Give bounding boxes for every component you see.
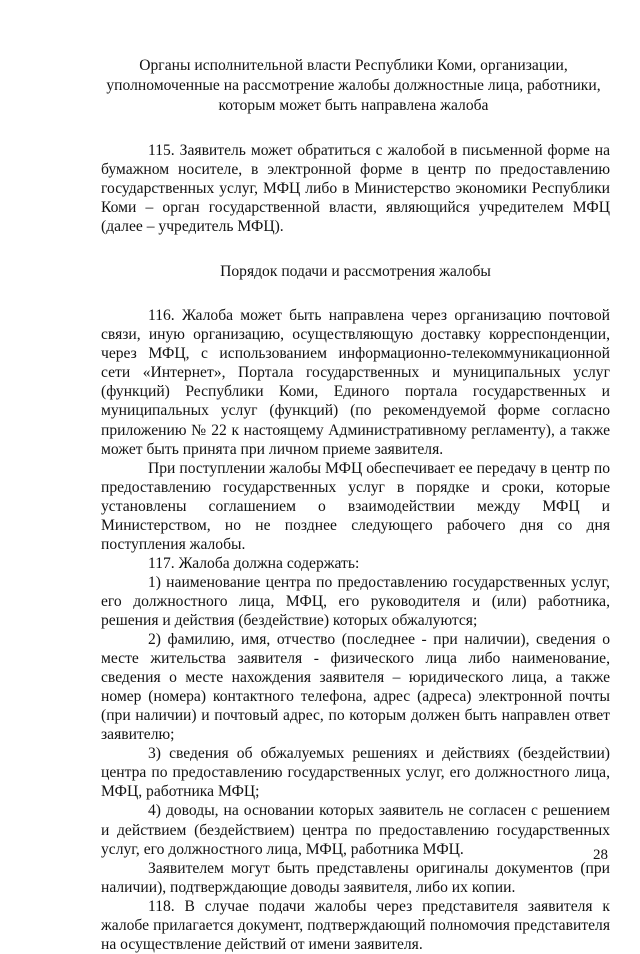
paragraph-117-originals: Заявителем могут быть представлены оригиналы документов (при наличии), подтверждающие доводы заявителя, либо их копии.: [101, 859, 610, 896]
section-heading-line-3: которым может быть направлена жалоба: [218, 97, 489, 114]
subheading-complaint-procedure: Порядок подачи и рассмотрения жалобы: [220, 263, 491, 281]
page-number: 28: [593, 847, 608, 863]
paragraph-116: 116. Жалоба может быть направлена через организацию почтовой связи, иную организацию, осуществляющую доставку корреспонденции, через МФЦ, с использованием информационно-телекоммуникационной сети «Интернет», Портала государственных и муниципальных услуг (функций) Республики Коми, Единого портала государственных и муниципальных услуг (функций) (по рекомендуемой форме согласно приложению № 22 к настоящему Административному регламенту), а также может быть принята при личном приеме заявителя.: [101, 307, 610, 458]
section-heading-line-2: уполномоченные на рассмотрение жалобы должностные лица, работники,: [106, 77, 601, 94]
section-heading-line-1: Органы исполнительной власти Республики Коми, организации,: [139, 57, 568, 74]
paragraph-117-item-2: 2) фамилию, имя, отчество (последнее - при наличии), сведения о месте жительства заявителя - физического лица либо наименование, сведения о месте нахождения заявителя – юридического лица, а также номер (номера) контактного телефона, адрес (адреса) электронной почты (при наличии) и почтовый адрес, по которым должен быть направлен ответ заявителю;: [101, 631, 610, 744]
paragraph-118: 118. В случае подачи жалобы через представителя заявителя к жалобе прилагается документ, подтверждающий полномочия представителя на осуществление действий от имени заявителя.: [101, 897, 610, 953]
paragraph-116-transfer: При поступлении жалобы МФЦ обеспечивает ее передачу в центр по предоставлению государственных услуг в порядке и сроки, которые установлены соглашением о взаимодействии между МФЦ и Министерством, но не позднее следующего рабочего дня со дня поступления жалобы.: [101, 459, 610, 553]
paragraph-117-item-1: 1) наименование центра по предоставлению государственных услуг, его должностного лица, МФЦ, его руководителя и (или) работника, решения и действия (бездействие) которых обжалуются;: [101, 573, 610, 629]
paragraph-117-item-3: 3) сведения об обжалуемых решениях и действиях (бездействии) центра по предоставлению государственных услуг, его должностного лица, МФЦ, работника МФЦ;: [101, 745, 610, 801]
paragraph-115: 115. Заявитель может обратиться с жалобой в письменной форме на бумажном носителе, в электронной форме в центр по предоставлению государственных услуг, МФЦ либо в Министерство экономики Республики Коми – орган государственной власти, являющийся учредителем МФЦ (далее – учредитель МФЦ).: [101, 142, 610, 236]
paragraph-117: 117. Жалоба должна содержать:: [148, 554, 360, 572]
paragraph-117-item-4: 4) доводы, на основании которых заявитель не согласен с решением и действием (бездействием) центра по предоставлению государственных услуг, его должностного лица, МФЦ, работника МФЦ.: [101, 802, 610, 858]
